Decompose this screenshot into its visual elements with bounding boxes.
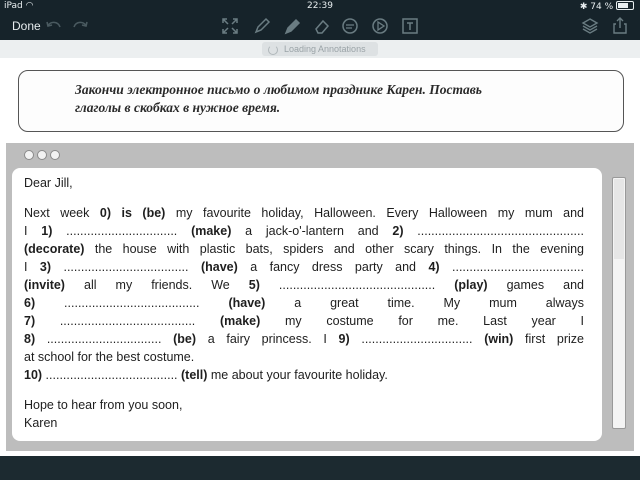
battery-percent: 74 %	[590, 2, 614, 12]
email-line-segment: ................................	[349, 332, 485, 346]
done-button[interactable]: Done	[12, 19, 41, 33]
layers-icon[interactable]	[580, 16, 600, 36]
email-line-segment: 7)	[24, 314, 36, 328]
email-line-segment: .......................................	[35, 314, 220, 328]
email-line-segment: (make)	[191, 224, 232, 238]
email-line-segment: (win)	[484, 332, 514, 346]
email-line-segment: 6)	[24, 296, 36, 310]
email-line-segment: at school for the best costume.	[24, 350, 195, 364]
email-line-segment: my costume for me. Last year I	[260, 314, 585, 328]
toolbar	[0, 12, 640, 40]
email-line-segment: games and	[487, 278, 584, 292]
share-icon[interactable]	[610, 16, 630, 36]
email-line-segment: 3)	[39, 260, 52, 274]
email-line-segment: 2)	[392, 224, 404, 238]
email-line	[24, 312, 584, 330]
instruction-line-1: Закончи электронное письмо о любимом празднике Карен. Поставь	[75, 82, 482, 97]
instruction-box	[18, 70, 624, 132]
email-line-segment: 8)	[24, 332, 36, 346]
email-closing: Hope to hear from you soon,	[24, 398, 183, 412]
email-line-segment: (tell)	[181, 368, 208, 382]
email-line-segment: (have)	[228, 296, 266, 310]
email-line-segment: Next week	[24, 206, 100, 220]
email-line-segment: (play)	[454, 278, 488, 292]
loading-label: Loading Annotations	[284, 44, 366, 54]
email-line	[24, 222, 584, 240]
email-line	[24, 366, 584, 384]
email-line-segment: 0) is (be)	[99, 206, 166, 220]
undo-icon[interactable]	[44, 16, 64, 36]
email-paragraph	[24, 204, 584, 384]
fit-icon[interactable]	[220, 16, 240, 36]
window-dot-icon	[50, 150, 60, 160]
email-line-segment: 4)	[428, 260, 440, 274]
email-line-segment: a jack-o'-lantern and	[231, 224, 393, 238]
instruction-text	[75, 81, 615, 117]
email-line-segment: 10)	[24, 368, 43, 382]
email-window	[6, 143, 634, 451]
email-line-segment: all my friends. We	[64, 278, 249, 292]
email-line-segment: my favourite holiday, Halloween. Every Halloween my mum and	[165, 206, 584, 220]
clock: 22:39	[307, 1, 333, 11]
email-line-segment: ................................................	[403, 224, 584, 238]
eraser-icon[interactable]	[312, 16, 332, 36]
email-line	[24, 240, 584, 258]
device-label: iPad ◠	[4, 1, 34, 11]
annotations-bar	[0, 40, 640, 59]
email-greeting: Dear Jill,	[24, 176, 73, 190]
bottom-bar	[0, 456, 640, 480]
pen-icon[interactable]	[252, 16, 272, 36]
scrollbar[interactable]	[612, 177, 626, 429]
email-line-segment: ......................................	[42, 368, 181, 382]
comment-icon[interactable]	[340, 16, 360, 36]
bluetooth-icon: ✱	[579, 2, 588, 12]
document-page	[0, 58, 640, 456]
email-line-segment: ................................	[52, 224, 192, 238]
email-signature: Karen	[24, 416, 58, 430]
email-line-segment: (be)	[173, 332, 197, 346]
email-line-segment: ......................................	[439, 260, 584, 274]
email-line-segment: me about your favourite holiday.	[207, 368, 388, 382]
play-icon[interactable]	[370, 16, 390, 36]
email-line-segment: 5)	[248, 278, 260, 292]
status-bar	[0, 0, 640, 12]
email-line-segment: .................................	[35, 332, 174, 346]
window-dot-icon	[24, 150, 34, 160]
battery-icon	[616, 1, 634, 10]
email-line-segment: (decorate)	[24, 242, 85, 256]
redo-icon[interactable]	[70, 16, 90, 36]
email-line-segment: first prize	[513, 332, 584, 346]
scrollbar-thumb[interactable]	[614, 179, 624, 259]
highlighter-icon[interactable]	[282, 16, 302, 36]
text-box-icon[interactable]	[400, 16, 420, 36]
email-line-segment: (have)	[200, 260, 238, 274]
battery-status	[580, 1, 634, 12]
spinner-icon	[268, 45, 278, 55]
email-line-segment: a fairy princess. I	[196, 332, 339, 346]
email-line-segment: 9)	[338, 332, 350, 346]
email-line-segment: a great time. My mum always	[265, 296, 585, 310]
email-line-segment: (invite)	[24, 278, 65, 292]
email-line	[24, 348, 584, 366]
email-line-segment: (make)	[220, 314, 261, 328]
email-line-segment: the house with plastic bats, spiders and other scary things. In the evening	[84, 242, 584, 256]
email-line	[24, 294, 584, 312]
email-line-segment: .......................................	[35, 296, 229, 310]
email-line-segment: 1)	[41, 224, 53, 238]
email-line-segment: .............................................	[259, 278, 455, 292]
instruction-line-2: глаголы в скобках в нужное время.	[75, 100, 281, 115]
loading-annotations-indicator	[262, 42, 378, 56]
email-text	[24, 174, 584, 432]
window-dot-icon	[37, 150, 47, 160]
email-line	[24, 204, 584, 222]
email-line-segment: I	[24, 224, 42, 238]
wifi-icon: ◠	[25, 1, 34, 11]
email-body	[12, 168, 602, 441]
email-line	[24, 276, 584, 294]
email-line	[24, 330, 584, 348]
email-line	[24, 258, 584, 276]
email-line-segment: a fancy dress party and	[237, 260, 429, 274]
email-line-segment: ....................................	[51, 260, 201, 274]
email-line-segment: I	[24, 260, 40, 274]
